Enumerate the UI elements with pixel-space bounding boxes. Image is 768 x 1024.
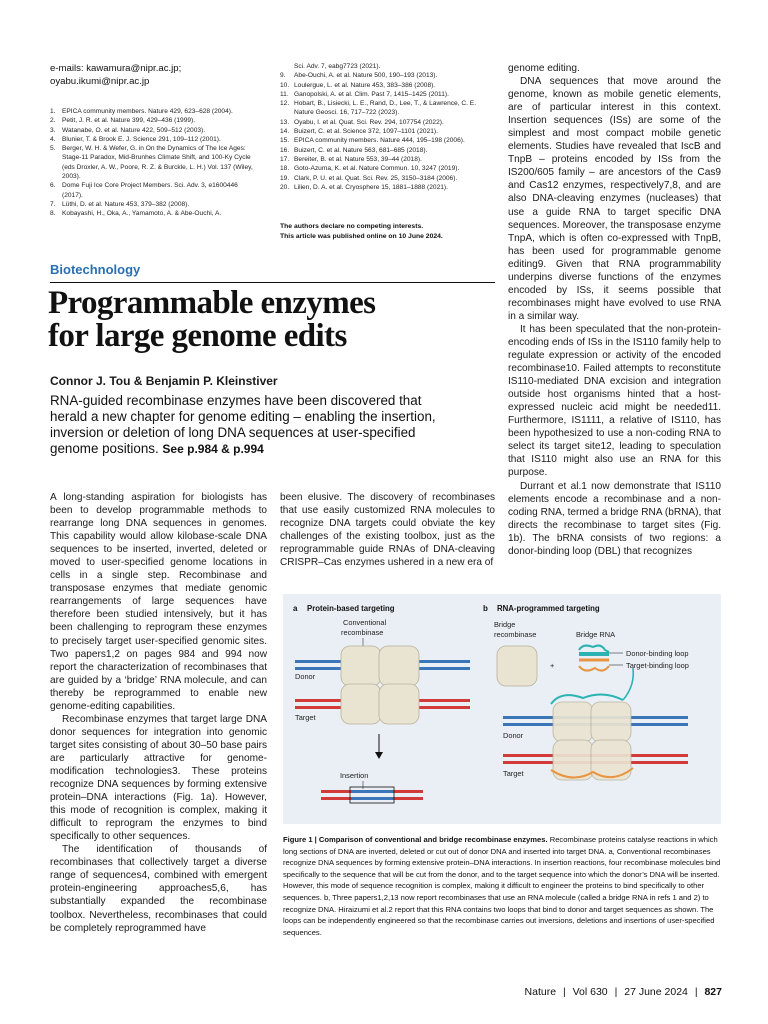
reference-text: Berger, W. H. & Wefer, G. in On the Dynamics of The Ice Ages: Stage-11 Paradox, Mid-Brunhes Climate Shift, and 100-Ky Cycle (eds Droxler, A. W., Poore, R. Z. & Burckle, L. H.) Vol. 137 (Wiley, 2003). xyxy=(62,145,253,181)
figure-caption xyxy=(283,834,723,938)
reference-item xyxy=(50,144,255,181)
reference-item xyxy=(280,174,495,183)
reference-text: Goto-Azuma, K. et al. Nature Commun. 10, 3247 (2019). xyxy=(294,165,460,173)
bridge-rna-molecule xyxy=(579,646,609,671)
target-label-b: Target xyxy=(503,769,524,778)
donor-loop-label: Donor-binding loop xyxy=(626,649,689,658)
reference-text: Lüthi, D. et al. Nature 453, 379–382 (2008). xyxy=(62,200,190,208)
reference-number: 16. xyxy=(280,146,290,154)
reference-text: Buizert, C. et al. Nature 563, 681–685 (2018). xyxy=(294,146,428,154)
insertion-label: Insertion xyxy=(340,771,369,780)
target-label-a: Target xyxy=(295,713,316,722)
authors: Connor J. Tou & Benjamin P. Kleinstiver xyxy=(50,374,278,388)
body-paragraph: The identification of thousands of recombinases that collectively target a diverse range of sequences4, combined with emergent protein-engineering approaches5,6, has substantially expanded the recombinase toolbox. Nevertheless, recombinases that could be completely reprogrammed have xyxy=(50,844,267,934)
panel-a-label: a xyxy=(293,604,298,613)
bridge-label-2: recombinase xyxy=(494,630,537,639)
recombinase-tetramer-a xyxy=(341,646,419,724)
reference-item xyxy=(280,81,495,90)
references-right xyxy=(280,62,495,192)
article-title xyxy=(48,287,498,353)
reference-text: Lilien, D. A. et al. Cryosphere 15, 1881–1888 (2021). xyxy=(294,183,448,191)
bridge-recombinase-monomer xyxy=(497,646,537,686)
reference-text: Petit, J. R. et al. Nature 399, 429–436 (1999). xyxy=(62,117,196,125)
reference-number: 8. xyxy=(50,210,56,218)
contact-line-1: e-mails: kawamura@nipr.ac.jp; xyxy=(50,63,182,74)
conventional-label-2: recombinase xyxy=(341,628,384,637)
arrow-down-icon xyxy=(375,752,383,759)
reference-text: Kobayashi, H., Oka, A., Yamamoto, A. & Abe-Ouchi, A. xyxy=(62,210,222,218)
reference-item xyxy=(50,126,255,135)
reference-item xyxy=(50,116,255,125)
standfirst-text: RNA-guided recombinase enzymes have been discovered that herald a new chapter for genome editing – enabling the insertion, inversion or deletion of long DNA sequences at user-specified genome positions. xyxy=(50,393,436,456)
plus-sign: + xyxy=(550,661,555,670)
interests-line-2: This article was published online on 10 June 2024. xyxy=(280,232,443,240)
reference-text: Ganopolski, A. et al. Clim. Past 7, 1415–1425 (2011). xyxy=(294,90,449,98)
interests-line-1: The authors declare no competing interests. xyxy=(280,223,424,230)
target-loop-label: Target-binding loop xyxy=(626,661,689,670)
reference-item xyxy=(50,181,255,200)
bridge-recombinase-tetramer xyxy=(553,702,631,780)
reference-item xyxy=(280,99,495,118)
reference-number: 14. xyxy=(280,128,290,136)
reference-text: Clark, P. U. et al. Quat. Sci. Rev. 25, 3150–3184 (2006). xyxy=(294,174,458,182)
reference-text: Oyabu, I. et al. Quat. Sci. Rev. 294, 107754 (2022). xyxy=(294,118,444,126)
reference-item xyxy=(280,183,495,192)
reference-item xyxy=(280,90,495,99)
reference-item xyxy=(280,62,495,71)
body-column-3 xyxy=(508,62,721,585)
reference-number: 10. xyxy=(280,81,290,89)
body-column-1 xyxy=(50,491,267,971)
body-paragraph: Recombinase enzymes that target large DNA donor sequences for integration into genomic target sites consisting of about 30–50 base pairs are particularly attractive for genome-modification technologies3. These proteins recognize DNA sequences by forming extensive protein–DNA interactions (Fig. 1a). However, this mode of recognition is complex, making it difficult to reprogram the enzymes to bind specifically to other sequences. xyxy=(50,713,267,843)
figure-1-diagram xyxy=(283,594,721,824)
reference-number: 7. xyxy=(50,200,56,208)
panel-a-title: Protein-based targeting xyxy=(307,604,395,613)
caption-title: Figure 1 | Comparison of conventional and bridge recombinase enzymes. xyxy=(283,835,548,844)
body-paragraph: been elusive. The discovery of recombinases that use easily customized RNA molecules to recognize DNA targets could obviate the key challenges of the existing toolbox, just as the reprogrammable guide RNAs of DNA-cleaving CRISPR–Cas enzymes ushered in a new era of xyxy=(280,492,495,569)
reference-number: 11. xyxy=(280,90,289,98)
body-paragraph: DNA sequences that move around the genome, known as mobile genetic elements, are of particular interest in this context. Insertion sequences (ISs) are some of the simplest and most compact mobile genetic elements. Studies have revealed that IscB and TnpB – proteins encoded by ISs from the IS200/605 family – are ancestors of the Cas9 and Cas12 enzymes, respectively7,8, and are also DNA-cleaving enzymes (nucleases) that use a guide RNA to target specific DNA sequences. Moreover, the transposase enzyme TnpA, which is often co-expressed with TnpB, has been used for programmable genome editing9. Given that RNA programmability underpins diverse functions of the enzymes encoded by ISs, it seems possible that recombinases might have evolved to use RNA in a similar way. xyxy=(508,76,721,322)
reference-number: 19. xyxy=(280,174,290,182)
reference-text: Abe-Ouchi, A. et al. Nature 500, 190–193 (2013). xyxy=(294,72,438,80)
references-left xyxy=(50,107,255,219)
reference-number: 9. xyxy=(280,72,286,80)
footer-page-number: 827 xyxy=(704,986,722,998)
reference-number: 15. xyxy=(280,137,290,145)
body-paragraph: It has been speculated that the non-protein-encoding ends of ISs in the IS110 family help to regulate expression or activity of the encoded recombinase10. Failed attempts to reconstitute IS110-mediated DNA excision and integration outside host organisms hinted that a host-expressed nucleic acid might be needed11. Furthermore, IS1111, a relative of IS110, has been hypothesized to use a non-coding RNA to select its target site12, leading to speculation that IS110 might also use an RNA for this purpose. xyxy=(508,323,721,479)
reference-item xyxy=(280,146,495,155)
reference-number: 13. xyxy=(280,118,290,126)
reference-number: 4. xyxy=(50,135,56,143)
reference-number: 20. xyxy=(280,183,290,191)
reference-text: Hobart, B., Lisiecki, L. E., Rand, D., Lee, T., & Lawrence, C. E. Nature Geosci. 16, 717–722 (2023). xyxy=(294,100,477,117)
reference-number: 12. xyxy=(280,100,290,108)
reference-number: 18. xyxy=(280,165,290,173)
donor-label-b: Donor xyxy=(503,731,524,740)
insertion-product-dna xyxy=(321,787,423,803)
reference-number: 2. xyxy=(50,117,56,125)
reference-text: Buizert, C. et al. Science 372, 1097–1101 (2021). xyxy=(294,128,438,136)
body-paragraph: A long-standing aspiration for biologists has been to develop programmable methods to rearrange long DNA sequences in genomes. This capability would allow kilobase-scale DNA sequences to be inserted, inverted, deleted or moved to user-specified genome locations in cells in a single step. Recombinase and transposase enzymes that mediate genomic rearrangements of large sequences have therefore been studied intensively, but it has been challenging to reprogram these enzymes to precisely target user-specified genomic sites. Two papers1,2 on pages 984 and 994 now report the characterization of recombinases that are guided by a ‘bridge’ RNA molecule, and can thereby be reprogrammed to enable new genome-editing capabilities. xyxy=(50,492,267,712)
reference-text: Bereiter, B. et al. Nature 553, 39–44 (2018). xyxy=(294,155,422,163)
reference-item xyxy=(280,155,495,164)
reference-number: 3. xyxy=(50,126,56,134)
header-rule xyxy=(50,282,495,283)
reference-text: Dome Fuji Ice Core Project Members. Sci. Adv. 3, e1600446 (2017). xyxy=(62,182,238,199)
page-footer: Nature | Vol 630 | 27 June 2024 | 827 xyxy=(524,986,722,998)
standfirst-see-link[interactable]: See p.984 & p.994 xyxy=(162,442,264,456)
section-label: Biotechnology xyxy=(50,262,141,277)
reference-item xyxy=(50,135,255,144)
figure-1-panel xyxy=(283,594,721,824)
body-paragraph: Durrant et al.1 now demonstrate that IS110 elements encode a recombinase and a non-coding RNA, termed a bridge RNA (bRNA), that directs the recombinase to target sites (Fig. 1b). The bRNA consists of two regions: a donor-binding loop (DBL) that recognizes xyxy=(508,480,721,557)
reference-item xyxy=(280,71,495,80)
reference-text: Loulergue, L. et al. Nature 453, 383–386 (2008). xyxy=(294,81,436,89)
body-paragraph: genome editing. xyxy=(508,63,580,74)
reference-text: Blunier, T. & Brook E. J. Science 291, 109–112 (2001). xyxy=(62,135,221,143)
title-line-2: for large genome edits xyxy=(48,318,347,354)
reference-item xyxy=(280,127,495,136)
panel-b-label: b xyxy=(483,604,488,613)
reference-item xyxy=(280,118,495,127)
panel-b-title: RNA-programmed targeting xyxy=(497,604,600,613)
reference-item xyxy=(50,107,255,116)
reference-number: 6. xyxy=(50,182,56,190)
body-column-2 xyxy=(280,491,495,569)
reference-text: EPICA community members. Nature 429, 623–628 (2004). xyxy=(62,108,233,115)
reference-number: 5. xyxy=(50,145,56,153)
footer-journal: Nature xyxy=(524,986,557,998)
donor-label-a: Donor xyxy=(295,672,316,681)
caption-text: Recombinase proteins catalyse reactions in which long sections of DNA are inverted, deleted or cut out of donor DNA and inserted into target DNA. a, Conventional recombinases recognize DNA sequences by forming extensive protein–DNA interactions. In insertion reactions, four recombinase molecules bind specifically to the sequence that will be cut from the donor, and to the target sequence into which the donor’s DNA will be inserted. However, this mode of sequence recognition is complex, making it difficult to engineer the proteins to bind specifically to other sequences. b, Three papers1,2,13 now report recombinases that use an RNA molecule (called a bridge RNA in refs 1 and 2) to recognize DNA. Hiraizumi et al.2 report that this RNA contains two loops that bind to donor and target sequences as shown. The loops can be independently engineered so that the recombinase carries out inversions, deletions and insertions of user-specified sequences. xyxy=(283,835,721,937)
reference-text: Watanabe, O. et al. Nature 422, 509–512 (2003). xyxy=(62,126,206,134)
reference-number: 1. xyxy=(50,108,56,115)
reference-item xyxy=(50,200,255,209)
bridge-label-1: Bridge xyxy=(494,620,516,629)
contact-emails xyxy=(50,62,181,88)
contact-line-2: oyabu.ikumi@nipr.ac.jp xyxy=(50,76,150,87)
reference-text: EPICA community members. Nature 444, 195–198 (2006). xyxy=(294,137,465,145)
bridge-rna-label: Bridge RNA xyxy=(576,630,616,639)
reference-item xyxy=(50,209,255,218)
competing-interests xyxy=(280,222,443,241)
reference-item xyxy=(280,136,495,145)
standfirst xyxy=(50,393,442,457)
reference-text: Sci. Adv. 7, eabg7723 (2021). xyxy=(294,63,381,70)
conventional-label-1: Conventional xyxy=(343,618,387,627)
footer-volume: Vol 630 xyxy=(572,986,608,998)
title-line-1: Programmable enzymes xyxy=(48,285,376,321)
reference-item xyxy=(280,164,495,173)
reference-number: 17. xyxy=(280,155,290,163)
footer-date: 27 June 2024 xyxy=(624,986,688,998)
